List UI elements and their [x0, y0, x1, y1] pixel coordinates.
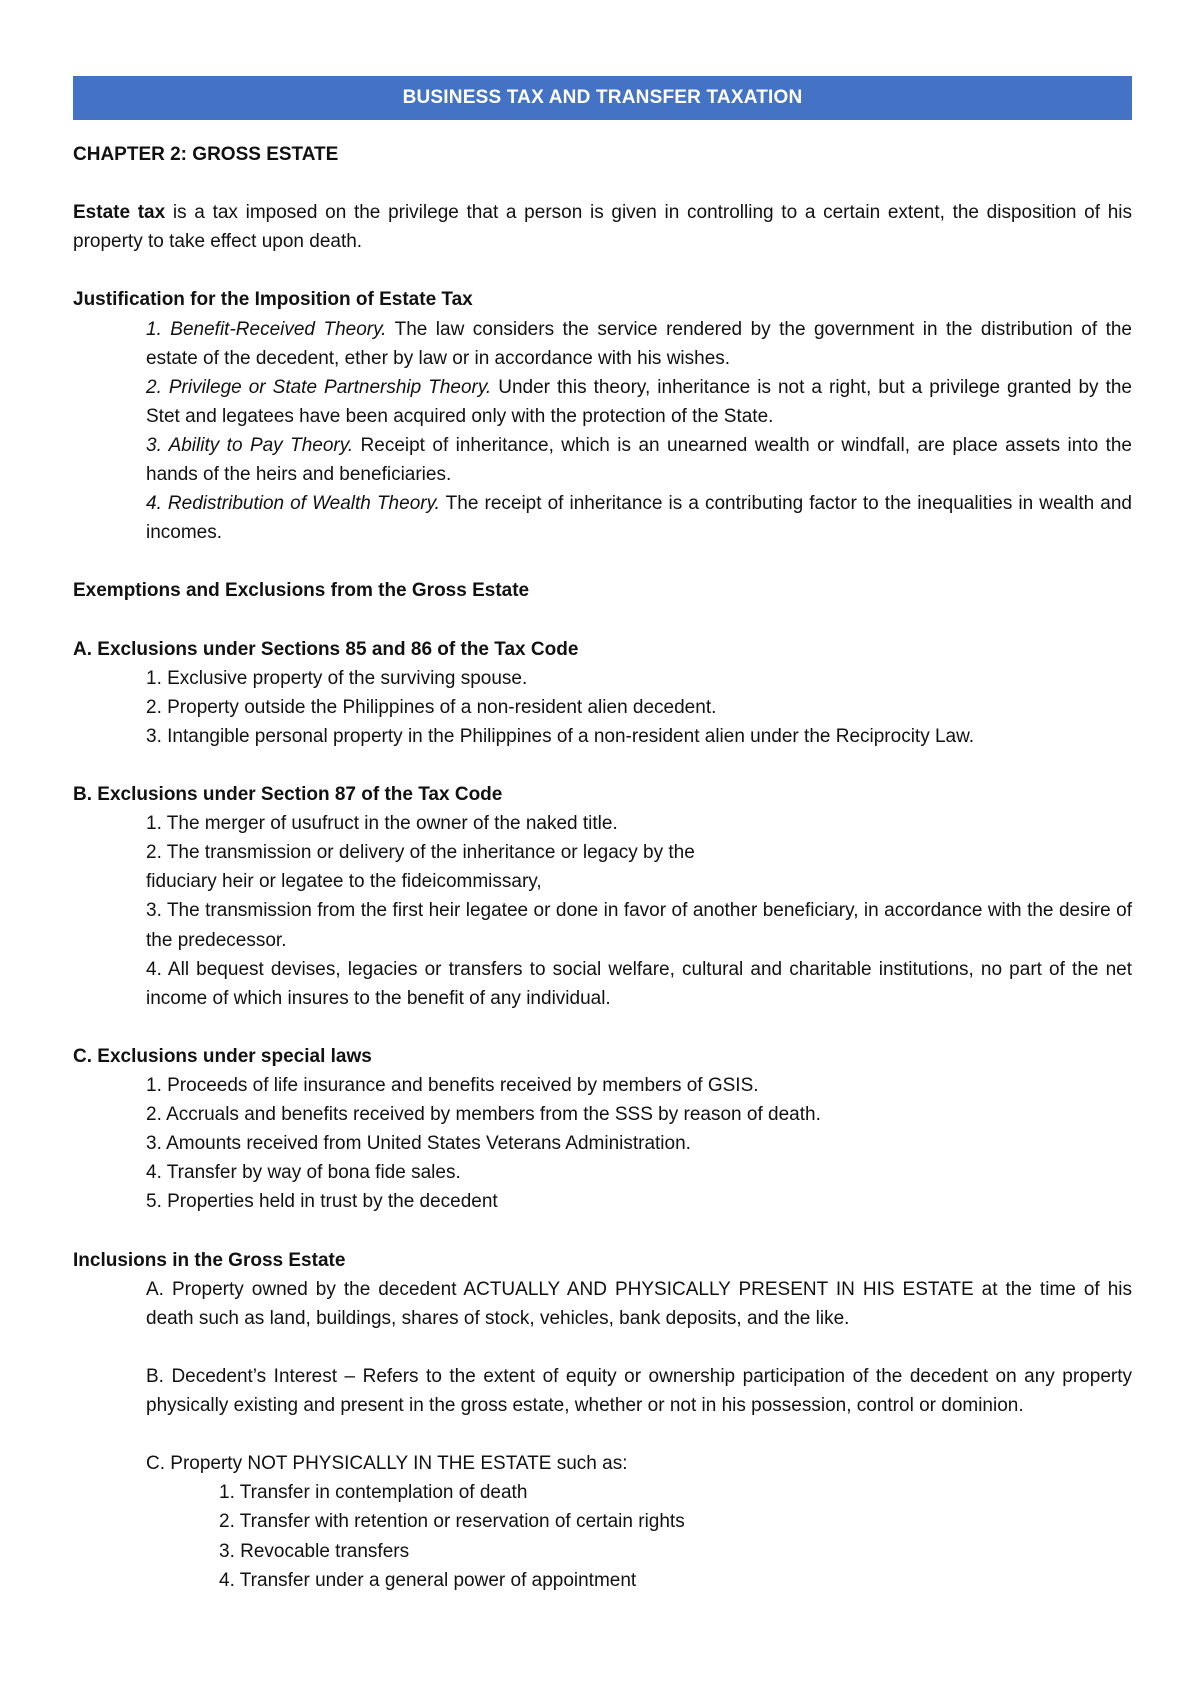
section-b-heading: B. Exclusions under Section 87 of the Tax Code [73, 784, 503, 806]
section-a-heading: A. Exclusions under Sections 85 and 86 of the Tax Code [73, 638, 579, 660]
list-item: 3. Intangible personal property in the Philippines of a non-resident alien under the Reciprocity Law. [146, 725, 975, 747]
header-title: BUSINESS TAX AND TRANSFER TAXATION [402, 87, 803, 108]
list-item: 5. Properties held in trust by the decedent [146, 1191, 498, 1213]
list-item: 1. The merger of usufruct in the owner of the naked title. [146, 813, 618, 835]
list-item: 2. Accruals and benefits received by members from the SSS by reason of death. [146, 1104, 821, 1126]
list-item: 4. Transfer under a general power of appointment [219, 1569, 637, 1591]
definition-term: Estate tax [73, 202, 166, 224]
estate-tax-definition [73, 198, 1132, 256]
justification-item: 1. Benefit-Received Theory. The law considers the service rendered by the government in the distribution of the estate of the decedent, ether by law or in accordance with his wishes. [146, 318, 1132, 369]
list-item: 2. Property outside the Philippines of a non-resident alien decedent. [146, 696, 717, 718]
justification-item: 3. Ability to Pay Theory. Receipt of inheritance, which is an unearned wealth or windfall, are place assets into the hands of the heirs and beneficiaries. [146, 434, 1132, 486]
list-item: fiduciary heir or legatee to the fideicommissary, [146, 871, 542, 893]
justification-item: 4. Redistribution of Wealth Theory. The receipt of inheritance is a contributing factor to the inequalities in wealth and incomes. [146, 493, 1132, 544]
header-bar [73, 76, 1132, 120]
list-item: 4. Transfer by way of bona fide sales. [146, 1162, 461, 1184]
list-item: 3. Amounts received from United States Veterans Administration. [146, 1133, 691, 1155]
list-item: 1. Exclusive property of the surviving spouse. [146, 667, 528, 689]
list-item: 1. Proceeds of life insurance and benefits received by members of GSIS. [146, 1075, 759, 1096]
justification-heading: Justification for the Imposition of Estate Tax [73, 289, 473, 311]
definition-text: is a tax imposed on the privilege that a person is given in controlling to a certain extent, the disposition of his property to take effect upon death. [73, 202, 1132, 253]
inclusion-b: B. Decedent’s Interest – Refers to the extent of equity or ownership participation of the decedent on any property physically existing and present in the gross estate, whether or not in his possession, control or dominion. [146, 1365, 1132, 1417]
chapter-title: CHAPTER 2: GROSS ESTATE [73, 144, 339, 165]
inclusions-heading: Inclusions in the Gross Estate [73, 1249, 346, 1271]
inclusion-c: C. Property NOT PHYSICALLY IN THE ESTATE such as: [146, 1453, 628, 1475]
list-item: 2. The transmission or delivery of the inheritance or legacy by the [146, 842, 695, 864]
justification-item: 2. Privilege or State Partnership Theory. Under this theory, inheritance is not a right, but a privilege granted by the Stet and legatees have been acquired only with the protection of the State. [146, 376, 1132, 427]
list-item: 3. Revocable transfers [219, 1540, 410, 1562]
list-item: 3. The transmission from the first heir legatee or done in favor of another beneficiary, in accordance with the desire of the predecessor. [146, 900, 1132, 951]
list-item: 1. Transfer in contemplation of death [219, 1482, 528, 1504]
list-item: 2. Transfer with retention or reservation of certain rights [219, 1511, 685, 1533]
inclusion-a: A. Property owned by the decedent ACTUALLY AND PHYSICALLY PRESENT IN HIS ESTATE at the time of his death such as land, buildings, shares of stock, vehicles, bank deposits, and the like. [146, 1278, 1132, 1329]
exemptions-heading: Exemptions and Exclusions from the Gross Estate [73, 580, 530, 602]
section-c-heading: C. Exclusions under special laws [73, 1045, 372, 1067]
document-body [73, 120, 1132, 1595]
list-item: 4. All bequest devises, legacies or transfers to social welfare, cultural and charitable institutions, no part of the net income of which insures to the benefit of any individual. [146, 958, 1132, 1009]
